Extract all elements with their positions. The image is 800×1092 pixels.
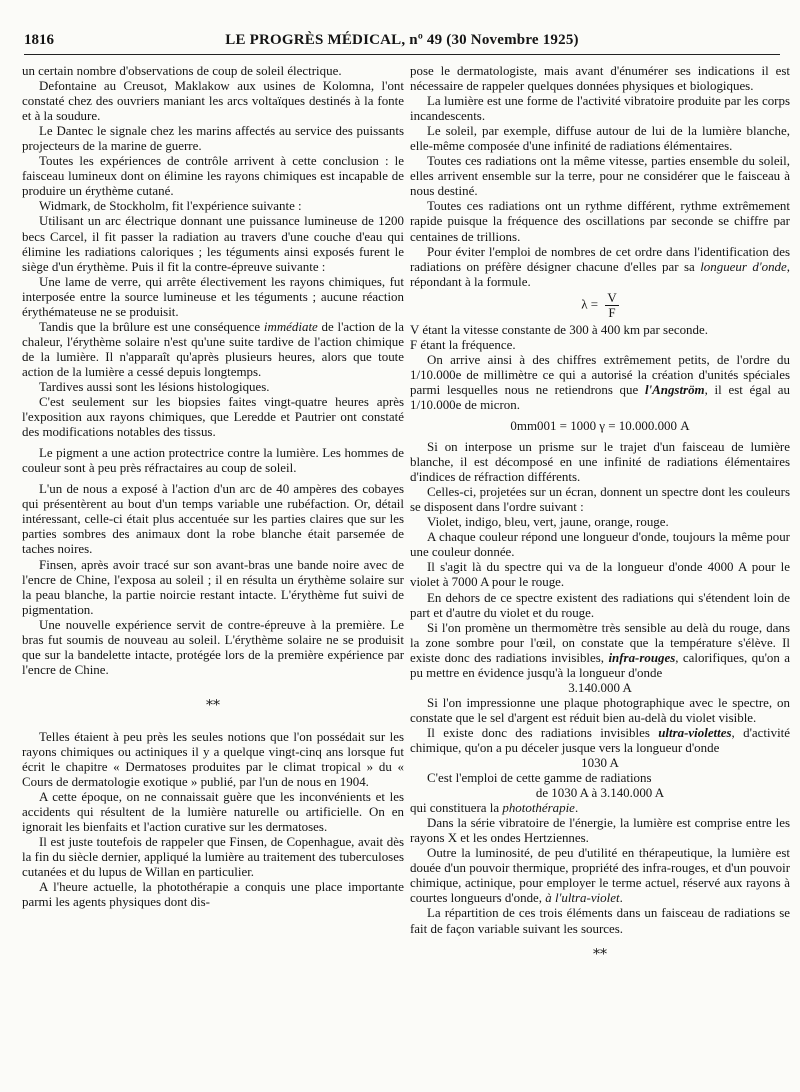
paragraph: Celles-ci, projetées sur un écran, donnent un spectre dont les couleurs se disposent dans l'ordre suivant :: [410, 484, 790, 515]
paragraph: pose le dermatologiste, mais avant d'énumérer ses indications il est nécessaire de rappeler quelques données physiques et biologiques.: [410, 63, 790, 94]
emphasis: immédiate: [263, 318, 318, 334]
formula-lhs: λ =: [581, 296, 599, 312]
paragraph: Outre la luminosité, de peu d'utilité en thérapeutique, la lumière est douée d'un pouvoir thermique, propriété des infra-rouges, et d'un pouvoir chimique, actinique, pour employer le terme actuel, réservé aux rayons à courtes longueurs d'onde, à l'ultra-violet.: [410, 845, 790, 906]
right-column: [410, 63, 790, 1083]
paragraph: Le soleil, par exemple, diffuse autour de lui de la lumière blanche, elle-même composée d'une infinité de radiations élémentaires.: [410, 123, 790, 154]
formula-fraction: [605, 291, 618, 320]
paragraph: On arrive ainsi à des chiffres extrêmement petits, de l'ordre du 1/10.000e de millimètre ce qui a autorisé la création d'unités spéciales parmi lesquelles nous ne retiendrons que l'Angström, il est égal au 1/10.000e de micron.: [410, 351, 790, 412]
wavelength-formula: [410, 291, 790, 320]
emphasis: à l'ultra-violet: [545, 890, 620, 906]
running-title: LE PROGRÈS MÉDICAL, nº 49 (30 Novembre 1925): [225, 32, 579, 48]
paragraph: En dehors de ce spectre existent des radiations qui s'étendent loin de part et d'autre du violet et du rouge.: [410, 589, 790, 620]
emphasis: infra-rouges: [608, 649, 676, 665]
paragraph: Il est juste toutefois de rappeler que Finsen, de Copenhague, avait dès la fin du siècle dernier, appliqué la lumière au traitement des tuberculoses cutanées et du lupus de Willan en particulier.: [22, 834, 404, 880]
paragraph: Tardives aussi sont les lésions histologiques.: [39, 378, 270, 394]
paragraph: A l'heure actuelle, la photothérapie a conquis une place importante parmi les agents physiques dont dis-: [22, 879, 404, 910]
paragraph: Violet, indigo, bleu, vert, jaune, orange, rouge.: [427, 514, 669, 530]
paragraph: L'un de nous a exposé à l'action d'un arc de 40 ampères des cobayes qui présentèrent au bout d'un temps variable une rubéfaction. Or, détail intéressant, celle-ci était plus accentuée sur les parties claires que sur les parties sombres des animaux dont la robe blanche était parsemée de taches noires.: [22, 481, 404, 557]
running-header: [24, 32, 780, 55]
section-separator: ⁎⁎: [593, 942, 607, 958]
paragraph: C'est l'emploi de cette gamme de radiations: [427, 770, 652, 786]
paragraph: V étant la vitesse constante de 300 à 400 km par seconde.: [410, 321, 708, 337]
paragraph: F étant la fréquence.: [410, 336, 516, 352]
paragraph: La répartition de ces trois éléments dans un faisceau de radiations se fait de façon variable suivant les sources.: [410, 905, 790, 936]
paragraph: Tandis que la brûlure est une conséquence immédiate de l'action de la chaleur, l'érythème solaire n'est qu'une suite tardive de l'action chimique de la lumière. Il n'apparaît qu'après plusieurs heures, alors que toute action de la lumière a cessé depuis longtemps.: [22, 318, 404, 379]
formula-denominator: F: [608, 304, 616, 320]
paragraph: un certain nombre d'observations de coup de soleil électrique.: [22, 63, 342, 78]
paragraph: Si on interpose un prisme sur le trajet d'un faisceau de lumière blanche, il est décomposé en une infinité de radiations élémentaires d'indices de réfraction différents.: [410, 439, 790, 485]
paragraph: Si l'on impressionne une plaque photographique avec le spectre, on constate que le sel d'argent est réduit bien au-delà du violet visible.: [410, 694, 790, 725]
paragraph: Telles étaient à peu près les seules notions que l'on possédait sur les rayons chimiques ou actiniques il y a quelque vingt-cinq ans lorsque fut écrit le chapitre « Dermatoses produites par le climat tropical » du « Cours de dermatologie exotique » publié, par l'un de nous en 1904.: [22, 728, 404, 790]
paragraph: Le Dantec le signale chez les marins affectés au service des puissants projecteurs de la marine de guerre.: [22, 123, 404, 154]
emphasis: longueur d'onde: [700, 258, 787, 274]
emphasis: l'Angström: [644, 381, 705, 397]
paragraph: A cette époque, on ne connaissait guère que les inconvénients et les accidents qui résultent de la lumière naturelle ou artificielle. On en ignorait les bienfaits et l'action curative sur les dermatoses.: [22, 789, 404, 835]
paragraph: Defontaine au Creusot, Maklakow aux usines de Kolomna, l'ont constaté chez des ouvriers maniant les arcs voltaïques destinés à la fonte et à la soudure.: [22, 78, 404, 124]
paragraph: Utilisant un arc électrique donnant une puissance lumineuse de 1200 becs Carcel, il fit passer la radiation au travers d'une couche d'eau qui élimine les radiations caloriques ; les téguments ainsi exposés furent le siège d'un érythème. Puis il fit la contre-épreuve suivante :: [22, 213, 404, 274]
wavelength-value: 1030 A: [581, 755, 619, 771]
paragraph: A chaque couleur répond une longueur d'onde, toujours la même pour une couleur donnée.: [410, 529, 790, 560]
paragraph: Il existe donc des radiations invisibles ultra-violettes, d'activité chimique, qu'on a pu déceler jusque vers la longueur d'onde: [410, 724, 790, 755]
paragraph: Toutes les expériences de contrôle arrivent à cette conclusion : le faisceau lumineux dont on élimine les rayons chimiques est incapable de produire un érythème cutané.: [22, 153, 404, 199]
paragraph: Une lame de verre, qui arrête électivement les rayons chimiques, fut interposée entre la source lumineuse et les téguments ; aucune réaction érythémateuse ne se produisit.: [22, 273, 404, 319]
equation: 0mm001 = 1000 γ = 10.000.000 A: [510, 417, 690, 433]
paragraph: Widmark, de Stockholm, fit l'expérience suivante :: [39, 198, 302, 214]
paragraph: Le pigment a une action protectrice contre la lumière. Les hommes de couleur sont à peu près réfractaires au coup de soleil.: [22, 445, 404, 476]
wavelength-range: de 1030 A à 3.140.000 A: [535, 785, 665, 801]
paragraph: qui constituera la photothérapie.: [410, 800, 579, 816]
left-column: [22, 63, 404, 1083]
paragraph: Si l'on promène un thermomètre très sensible au delà du rouge, dans la zone sombre pour l'œil, on constate que la température s'élève. Il existe donc des radiations invisibles, infra-rouges, calorifiques, qu'on a pu mettre en évidence jusqu'à la longueur d'onde: [410, 619, 790, 680]
emphasis: photothérapie: [502, 800, 575, 816]
paragraph: Dans la série vibratoire de l'énergie, la lumière est comprise entre les rayons X et les ondes Hertziennes.: [410, 815, 790, 846]
paragraph: La lumière est une forme de l'activité vibratoire produite par les corps incandescents.: [410, 93, 790, 124]
formula-numerator: V: [607, 289, 617, 305]
paragraph: C'est seulement sur les biopsies faites vingt-quatre heures après l'exposition aux rayons chimiques, que Leredde et Pautrier ont constaté des modifications notables des tissus.: [22, 394, 404, 440]
paragraph: Pour éviter l'emploi de nombres de cet ordre dans l'identification des radiations on préfère désigner chacune d'elles par sa longueur d'onde, répondant à la formule.: [410, 243, 790, 289]
wavelength-value: 3.140.000 A: [568, 679, 632, 695]
page-number: 1816: [24, 32, 54, 48]
emphasis: ultra-violettes: [658, 724, 732, 740]
paragraph: Toutes ces radiations ont un rythme différent, rythme extrêmement rapide puisque la fréquence des oscillations par seconde se chiffre par centaines de trillions.: [410, 198, 790, 244]
section-separator: ⁎⁎: [206, 693, 220, 709]
paragraph: Une nouvelle expérience servit de contre-épreuve à la première. Le bras fut soumis de nouveau au soleil. L'érythème solaire ne se produisit que sur la bandelette intacte, protégée lors de la première expérience par l'encre de Chine.: [22, 616, 404, 677]
paragraph: Toutes ces radiations ont la même vitesse, parties ensemble du soleil, elles arrivent ensemble sur la terre, pour ne considérer que le faisceau à nous destiné.: [410, 153, 790, 199]
paragraph: Finsen, après avoir tracé sur son avant-bras une bande noire avec de l'encre de Chine, l'exposa au soleil ; il en résulta un érythème solaire sur la peau blanche, la partie noircie restant intacte. L'érythème fut suivi de pigmentation.: [22, 556, 404, 617]
paragraph: Il s'agit là du spectre qui va de la longueur d'onde 4000 A pour le violet à 7000 A pour le rouge.: [410, 559, 790, 590]
